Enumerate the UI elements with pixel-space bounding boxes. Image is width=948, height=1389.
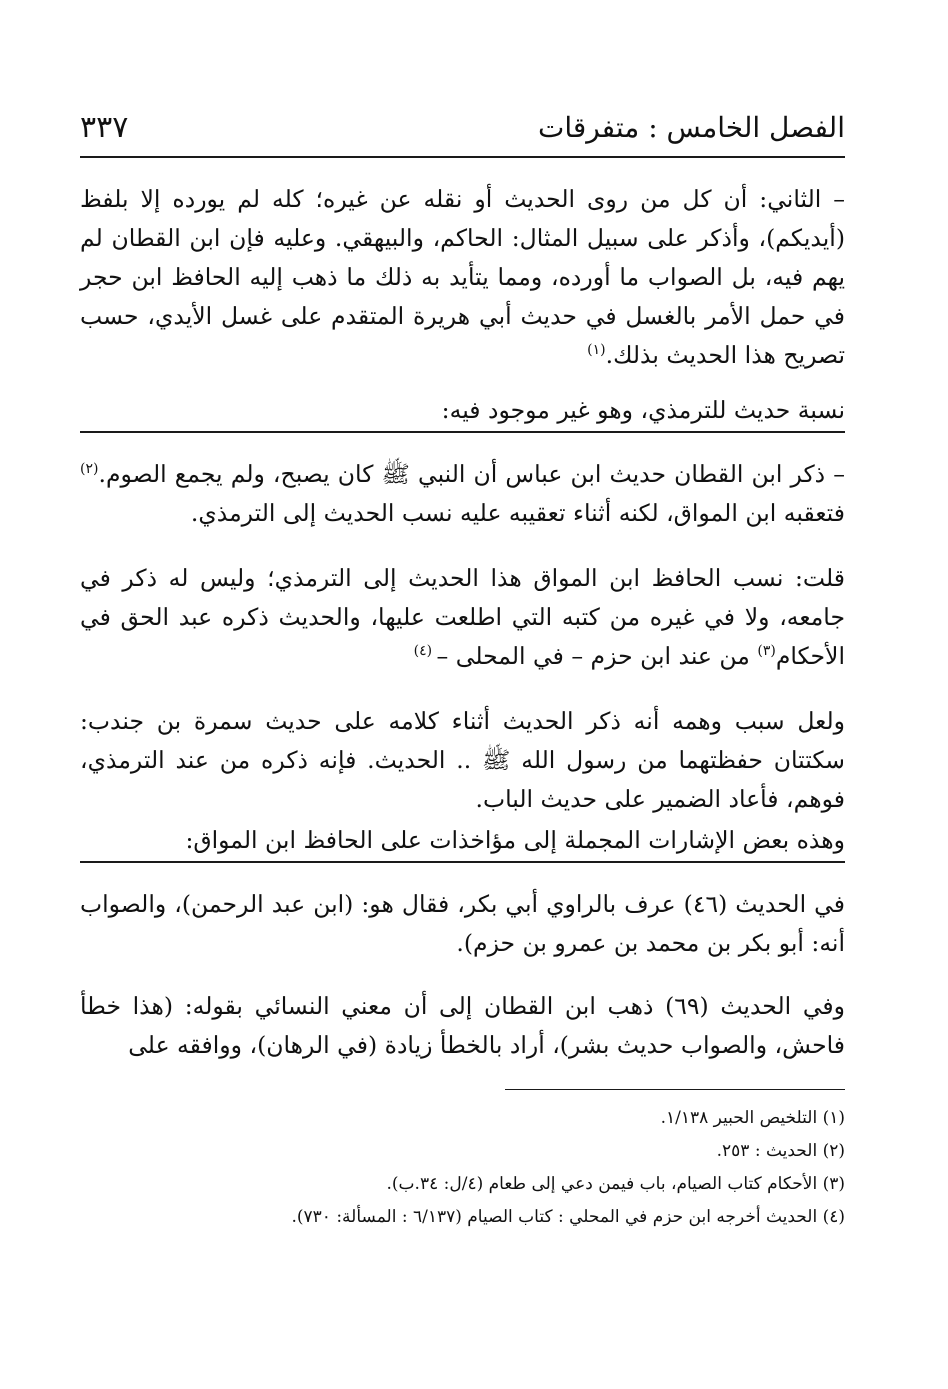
heading-rule xyxy=(80,861,845,863)
footnote-ref: (٤) xyxy=(413,643,437,660)
footnote-list xyxy=(80,1102,845,1234)
footnote-2: (٢) الحديث : ٢٥٣. xyxy=(716,1141,845,1161)
paragraph-text: قلت: نسب الحافظ ابن المواق هذا الحديث إلى الترمذي؛ وليس له ذكر في جامعه، ولا في غيره من كتبه التي اطلعت عليها، والحديث ذكره عبد الحق في الأحكام xyxy=(80,564,845,670)
section-heading-tirmidhi xyxy=(80,391,845,433)
footnote-ref: (٢) xyxy=(80,461,99,478)
paragraph-ibn-abbas xyxy=(80,455,845,533)
chapter-title: الفصل الخامس : متفرقات xyxy=(537,111,845,144)
paragraph-text: من عند ابن حزم – في المحلى – xyxy=(436,642,758,670)
book-page xyxy=(80,100,845,1234)
running-header xyxy=(80,100,845,158)
paragraph-text: – الثاني: أن كل من روى الحديث أو نقله عن غيره؛ كله لم يورده إلا بلفظ (أيديكم)، وأذكر على سبيل المثال: الحاكم، والبيهقي. وعليه فإن ابن القطان لم يهم فيه، بل الصواب ما أورده، ومما يتأيد به ذلك ما ذهب إليه الحافظ ابن حجر في حمل الأمر بالغسل في حديث أبي هريرة المتقدم على غسل الأيدي، حسب تصريح هذا الحديث بذلك. xyxy=(80,185,845,369)
page-number: ٣٣٧ xyxy=(80,110,129,145)
paragraph-text: في الحديث (٤٦) عرف بالراوي أبي بكر، فقال هو: (ابن عبد الرحمن)، والصواب أنه: أبو بكر بن محمد بن عمرو بن حزم). xyxy=(80,890,845,957)
paragraph-hadith-46 xyxy=(80,885,845,963)
paragraph-text: ولعل سبب وهمه أنه ذكر الحديث أثناء كلامه على حديث سمرة بن جندب: سكتتان حفظتهما من رسول الله ﷺ .. الحديث. فإنه ذكره من عند الترمذي، فوهم، فأعاد الضمير على حديث الباب. xyxy=(80,707,845,813)
footnote-ref: (١) xyxy=(587,342,606,359)
section-heading-remarks xyxy=(80,821,845,863)
footnote-section xyxy=(80,1089,845,1234)
heading-rule xyxy=(80,431,845,433)
paragraph-text: وفي الحديث (٦٩) ذهب ابن القطان إلى أن معني النسائي بقوله: (هذا خطأ فاحش، والصواب حديث بشر)، أراد بالخطأ زيادة (في الرهان)، ووافقه على xyxy=(80,992,845,1059)
footnote-3: (٣) الأحكام كتاب الصيام، باب فيمن دعي إلى طعام (٤/ل: ٣٤.ب). xyxy=(386,1174,845,1194)
paragraph-second-point xyxy=(80,180,845,375)
paragraph-qultu xyxy=(80,559,845,676)
paragraph-la3alla xyxy=(80,702,845,819)
footnote-ref: (٣) xyxy=(757,643,776,660)
footnote-4: (٤) الحديث أخرجه ابن حزم في المحلي : كتاب الصيام (٦/١٣٧ : المسألة: ٧٣٠). xyxy=(291,1207,845,1227)
footnote-1: (١) التلخيص الحبير ١/١٣٨. xyxy=(660,1108,845,1128)
paragraph-hadith-69 xyxy=(80,987,845,1065)
paragraph-text: – ذكر ابن القطان حديث ابن عباس أن النبي ﷺ كان يصبح، ولم يجمع الصوم. xyxy=(98,460,845,488)
footnote-rule xyxy=(505,1089,845,1090)
heading-text: نسبة حديث للترمذي، وهو غير موجود فيه: xyxy=(441,396,845,424)
heading-text: وهذه بعض الإشارات المجملة إلى مؤاخذات على الحافظ ابن المواق: xyxy=(185,826,845,854)
paragraph-text: فتعقبه ابن المواق، لكنه أثناء تعقيبه عليه نسب الحديث إلى الترمذي. xyxy=(190,499,845,527)
